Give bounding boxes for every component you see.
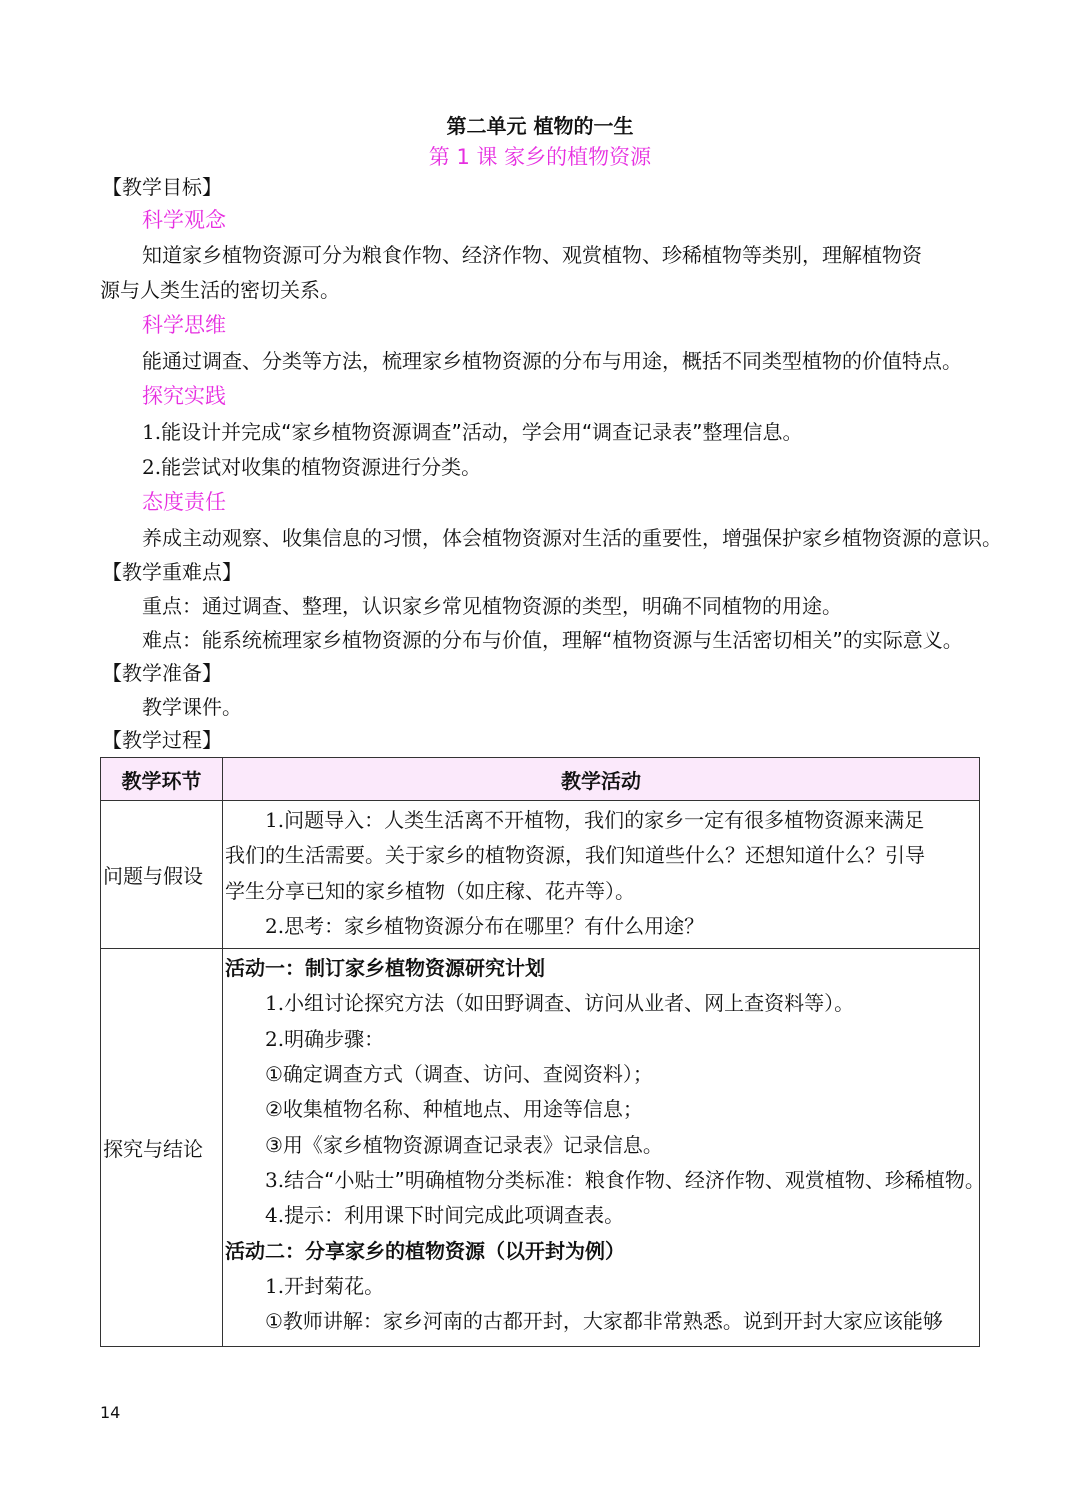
- activity-line: ③用《家乡植物资源调查记录表》记录信息。: [265, 1132, 663, 1157]
- activity-line: 2.明确步骤：: [265, 1026, 385, 1051]
- attitude-label: 态度责任: [142, 490, 226, 514]
- activity-line: 1.开封菊花。: [265, 1273, 385, 1298]
- science-concept-label: 科学观念: [142, 208, 226, 232]
- activity-line: 4.提示：利用课下时间完成此项调查表。: [265, 1203, 625, 1228]
- attitude-line1: 养成主动观察、收集信息的习惯，体会植物资源对生活的重要性，增强保护家乡植物资源的意识。: [142, 526, 1002, 550]
- stage-cell: 探究与结论: [101, 949, 223, 1347]
- header-stage: 教学环节: [101, 758, 223, 801]
- page-number: 14: [100, 1403, 121, 1422]
- activity-line: 2.思考：家乡植物资源分布在哪里？有什么用途？: [265, 913, 705, 938]
- table-header-row: [101, 758, 980, 801]
- science-thinking-line1: 能通过调查、分类等方法，梳理家乡植物资源的分布与用途，概括不同类型植物的价值特点。: [142, 349, 962, 373]
- process-heading: 【教学过程】: [102, 728, 222, 752]
- activity-line: ①确定调查方式（调查、访问、查阅资料）；: [265, 1062, 653, 1087]
- inquiry-practice-label: 探究实践: [142, 384, 226, 408]
- difficult-point: 难点：能系统梳理家乡植物资源的分布与价值，理解“植物资源与生活密切相关”的实际意义。: [142, 628, 963, 652]
- activity-line: ①教师讲解：家乡河南的古都开封，大家都非常熟悉。说到开封大家应该能够: [265, 1309, 943, 1334]
- inquiry-item-1: 1.能设计并完成“家乡植物资源调查”活动，学会用“调查记录表”整理信息。: [142, 420, 803, 444]
- prep-content: 教学课件。: [142, 695, 242, 719]
- activity-title: 活动一：制订家乡植物资源研究计划: [225, 956, 545, 981]
- science-concept-line1: 知道家乡植物资源可分为粮食作物、经济作物、观赏植物、珍稀植物等类别，理解植物资: [142, 243, 922, 267]
- activity-line: 我们的生活需要。关于家乡的植物资源，我们知道些什么？还想知道什么？引导: [225, 843, 925, 868]
- stage-cell: 问题与假设: [101, 801, 223, 949]
- activity-cell: [223, 949, 985, 1347]
- prep-heading: 【教学准备】: [102, 661, 222, 685]
- activity-line: 学生分享已知的家乡植物（如庄稼、花卉等）。: [225, 878, 635, 903]
- key-point: 重点：通过调查、整理，认识家乡常见植物资源的类型，明确不同植物的用途。: [142, 594, 842, 618]
- key-points-heading: 【教学重难点】: [102, 560, 242, 584]
- science-concept-line2: 源与人类生活的密切关系。: [100, 278, 340, 302]
- process-table: [100, 757, 985, 1347]
- lesson-title: 第 1 课 家乡的植物资源: [428, 145, 652, 169]
- science-thinking-label: 科学思维: [142, 313, 226, 337]
- header-activity: 教学活动: [223, 758, 980, 801]
- goals-heading: 【教学目标】: [102, 175, 222, 199]
- activity-line: 1.小组讨论探究方法（如田野调查、访问从业者、网上查资料等）。: [265, 991, 855, 1016]
- table-row: [101, 949, 980, 1347]
- inquiry-item-2: 2.能尝试对收集的植物资源进行分类。: [142, 455, 482, 479]
- activity-line: 3.结合“小贴士”明确植物分类标准：粮食作物、经济作物、观赏植物、珍稀植物。: [265, 1167, 985, 1192]
- activity-line: 1.问题导入：人类生活离不开植物，我们的家乡一定有很多植物资源来满足: [265, 808, 925, 832]
- activity-line: ②收集植物名称、种植地点、用途等信息；: [265, 1097, 643, 1122]
- activity-cell: [223, 801, 980, 949]
- table-row: [101, 801, 980, 949]
- unit-title: 第二单元 植物的一生: [446, 114, 634, 138]
- activity-title: 活动二：分享家乡的植物资源（以开封为例）: [225, 1238, 625, 1263]
